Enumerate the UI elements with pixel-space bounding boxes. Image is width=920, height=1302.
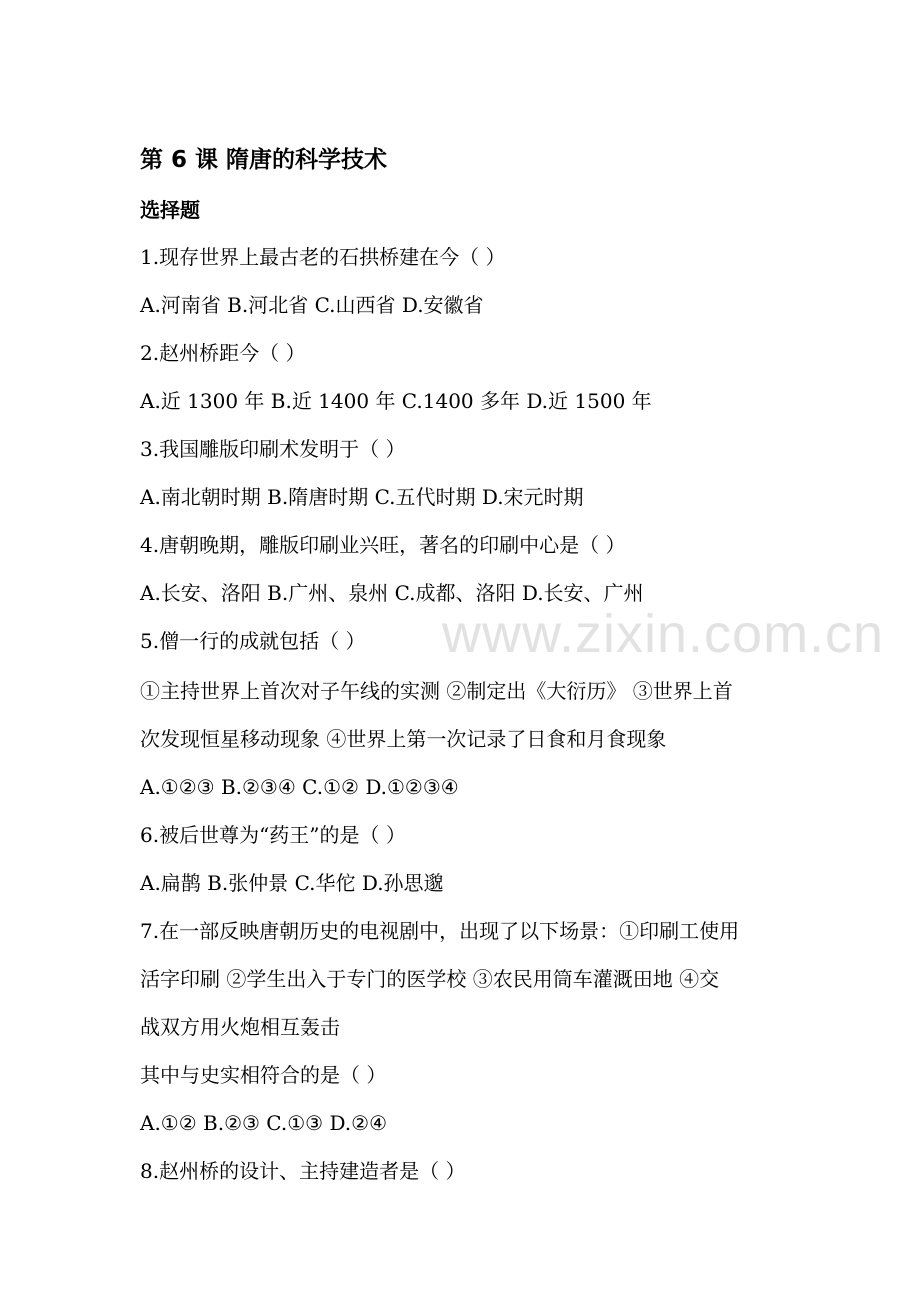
question-1-options: A.河南省 B.河北省 C.山西省 D.安徽省 [140, 293, 484, 317]
question-7-line-3: 战双方用火炮相互轰击 [140, 1015, 340, 1039]
question-2: 2.赵州桥距今（ ） [140, 341, 306, 365]
question-5-statement-line-2: 次发现恒星移动现象 ④世界上第一次记录了日食和月食现象 [140, 727, 667, 751]
question-1: 1.现存世界上最古老的石拱桥建在今（ ） [140, 245, 506, 269]
question-4-options: A.长安、洛阳 B.广州、泉州 C.成都、洛阳 D.长安、广州 [140, 581, 644, 605]
question-5-statement-line-1: ①主持世界上首次对子午线的实测 ②制定出《大衍历》 ③世界上首 [140, 679, 733, 703]
question-7-line-2: 活字印刷 ②学生出入于专门的医学校 ③农民用筒车灌溉田地 ④交 [140, 967, 720, 991]
question-2-options: A.近 1300 年 B.近 1400 年 C.1400 多年 D.近 1500 年 [140, 389, 652, 413]
question-6: 6.被后世尊为“药王”的是（ ） [140, 823, 406, 847]
lesson-title: 第 6 课 隋唐的科学技术 [140, 147, 388, 173]
question-5: 5.僧一行的成就包括（ ） [140, 629, 366, 653]
question-5-options: A.①②③ B.②③④ C.①② D.①②③④ [140, 775, 459, 799]
section-heading: 选择题 [140, 198, 200, 222]
question-3: 3.我国雕版印刷术发明于（ ） [140, 437, 406, 461]
question-7-line-1: 7.在一部反映唐朝历史的电视剧中，出现了以下场景：①印刷工使用 [140, 919, 740, 943]
watermark: www.zixin.com.cn [442, 604, 885, 664]
question-4: 4.唐朝晚期，雕版印刷业兴旺，著名的印刷中心是（ ） [140, 533, 626, 557]
question-7-options: A.①② B.②③ C.①③ D.②④ [140, 1111, 387, 1135]
question-8: 8.赵州桥的设计、主持建造者是（ ） [140, 1159, 466, 1183]
question-3-options: A.南北朝时期 B.隋唐时期 C.五代时期 D.宋元时期 [140, 485, 584, 509]
question-7-line-4: 其中与史实相符合的是（ ） [140, 1063, 387, 1087]
question-6-options: A.扁鹊 B.张仲景 C.华佗 D.孙思邈 [140, 871, 444, 895]
